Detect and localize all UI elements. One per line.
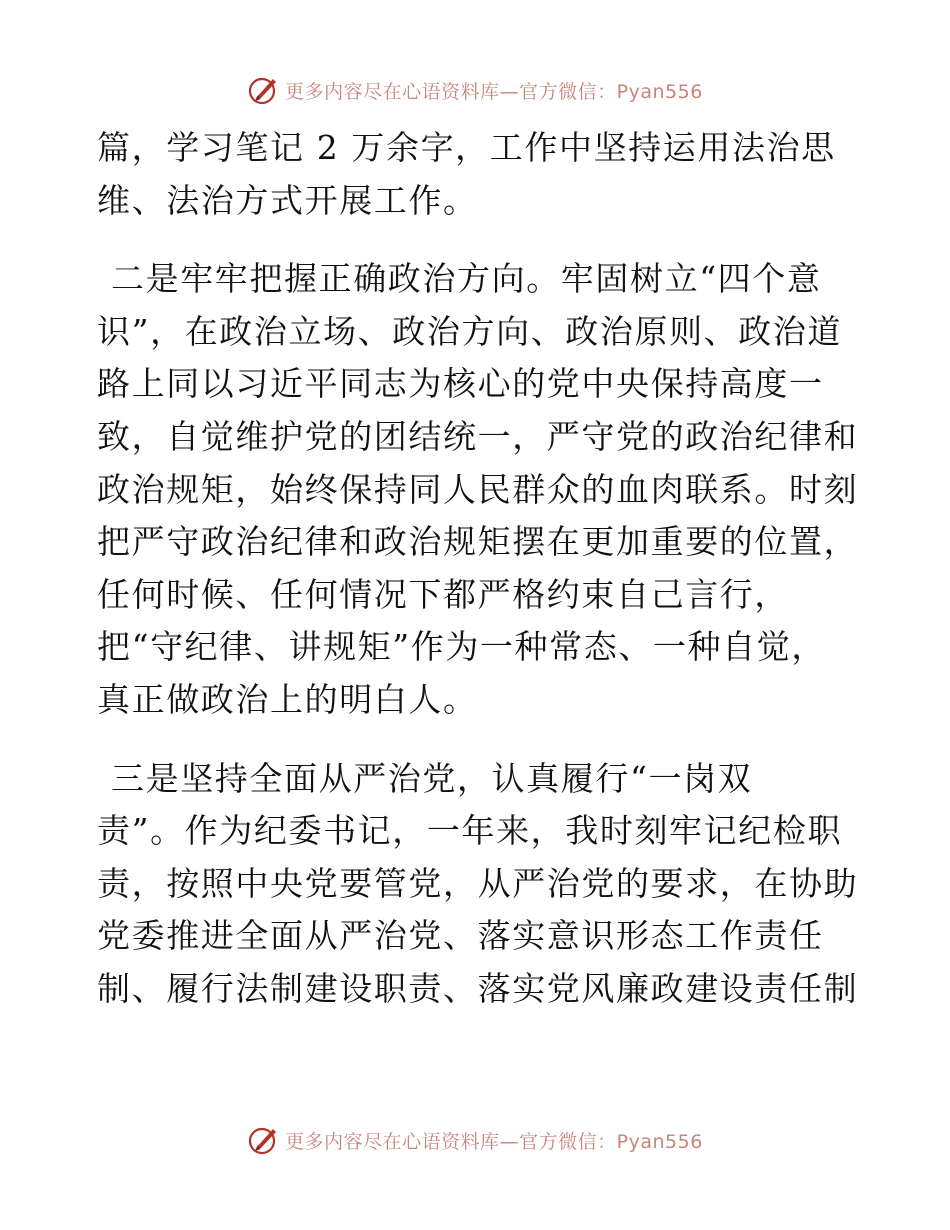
body-line: 制、履行法制建设职责、落实党风廉政建设责任制 [97,968,859,1008]
body-line: 识”，在政治立场、政治方向、政治原则、政治道 [97,311,843,351]
body-line: 责”。作为纪委书记，一年来，我时刻牢记纪检职 [97,811,843,851]
header-watermark-text: 更多内容尽在心语资料库—官方微信：Pyan556 [285,80,703,103]
body-line: 政治规矩，始终保持同人民群众的血肉联系。时刻 [97,469,859,509]
footer-watermark [0,1120,950,1160]
body-line: 路上同以习近平同志为核心的党中央保持高度一 [97,364,824,404]
body-line: 维、法治方式开展工作。 [97,180,478,220]
feather-quill-logo [247,1124,279,1156]
body-line: 真正做政治上的明白人。 [97,679,478,719]
body-line: 把“守纪律、讲规矩”作为一种常态、一种自觉， [97,627,826,667]
body-line: 三是坚持全面从严治党，认真履行“一岗双 [111,758,753,798]
footer-watermark-text: 更多内容尽在心语资料库—官方微信：Pyan556 [285,1130,703,1153]
body-line: 二是牢牢把握正确政治方向。牢固树立“四个意 [111,259,822,299]
header-watermark [0,70,950,110]
document-body [97,122,857,1016]
feather-quill-logo [247,74,279,106]
body-line: 党委推进全面从严治党、落实意识形态工作责任 [97,916,824,956]
body-line: 任何时候、任何情况下都严格约束自己言行， [97,574,789,614]
body-line: 致，自觉维护党的团结统一，严守党的政治纪律和 [97,416,859,456]
body-line: 篇，学习笔记 2 万余字，工作中坚持运用法治思 [97,128,836,167]
body-line: 责，按照中央党要管党，从严治党的要求，在协助 [97,863,859,903]
body-line: 把严守政治纪律和政治规矩摆在更加重要的位置， [97,522,859,562]
